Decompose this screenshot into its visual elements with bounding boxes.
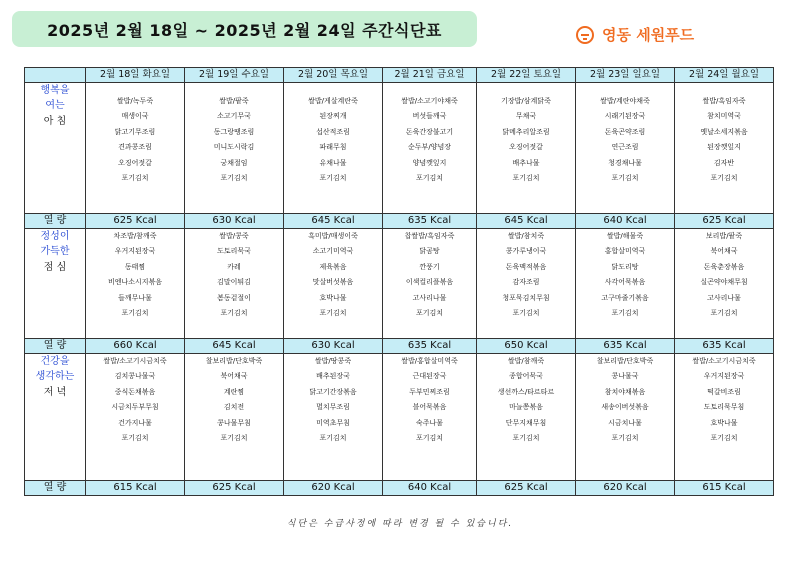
meal-label-line: 건강을 (40, 356, 70, 367)
menu-item: 닭곰탕 (419, 247, 440, 256)
menu-item: 이색컬리플볶음 (405, 278, 454, 287)
menu-item: 단무지채무침 (505, 418, 547, 427)
menu-item: 청경채나물 (608, 158, 642, 167)
menu-cell (86, 83, 185, 214)
day-header: 2월 20일 목요일 (284, 68, 383, 83)
menu-item: 포기김치 (415, 309, 444, 318)
menu-item: 동그랑땡조림 (213, 127, 255, 136)
meal-label-line: 저 녁 (43, 386, 67, 398)
meal-row (25, 354, 774, 481)
kcal-value: 640 Kcal (576, 214, 675, 229)
menu-cell (477, 229, 576, 339)
company-brand (576, 24, 694, 45)
menu-item: 콩나물국 (611, 372, 639, 381)
menu-item: 오징어젓갈 (118, 158, 152, 167)
menu-item: 오징어젓갈 (509, 143, 543, 152)
menu-item: 쌀밥/소고기시금치죽 (103, 357, 167, 365)
menu-item: 호박나물 (710, 418, 738, 427)
menu-item: 닭고기간장볶음 (309, 387, 357, 396)
menu-item: 포기김치 (512, 434, 540, 443)
menu-cell (284, 354, 383, 481)
menu-cell (284, 83, 383, 214)
menu-item: 포기김치 (512, 174, 540, 183)
menu-item: 쌀밥/소고기시금치죽 (692, 357, 756, 365)
menu-item: 쌀밥/홍합살미역죽 (401, 357, 458, 365)
menu-item: 청포묵김치무침 (502, 293, 550, 302)
menu-cell (383, 354, 477, 481)
menu-item: 쌀밥/땅콩죽 (314, 357, 352, 365)
kcal-value: 635 Kcal (383, 339, 477, 354)
menu-item: 포기김치 (121, 309, 149, 318)
menu-item: 포기김치 (611, 434, 639, 443)
menu-item: 보리밥/팥죽 (705, 232, 743, 240)
menu-item: 김자반 (713, 158, 735, 167)
menu-item: 돈육곤약조림 (604, 127, 646, 136)
menu-item: 계란찜 (223, 387, 245, 396)
menu-cell (576, 83, 675, 214)
menu-item: 무채국 (515, 112, 537, 121)
day-header: 2월 21일 금요일 (383, 68, 477, 83)
menu-item: 북어채국 (220, 372, 248, 381)
menu-item: 돈육간장불고기 (405, 127, 454, 136)
menu-item: 닭도리탕 (611, 262, 639, 271)
menu-item: 찹쌀밥/흑임자죽 (404, 232, 455, 240)
menu-cell (675, 354, 774, 481)
kcal-value: 615 Kcal (86, 481, 185, 496)
kcal-value: 645 Kcal (284, 214, 383, 229)
menu-item: 콩나물무침 (217, 418, 251, 427)
menu-item: 연근조림 (611, 143, 639, 152)
menu-cell (477, 354, 576, 481)
menu-item: 북어채국 (710, 247, 738, 256)
menu-item: 쌀밥/팥죽 (219, 97, 249, 105)
menu-item: 포기김치 (220, 174, 248, 183)
menu-item: 배추된장국 (316, 372, 350, 381)
menu-item: 참치미역국 (707, 112, 741, 121)
meal-label-line: 정성이 (40, 231, 70, 242)
menu-item: 봄동겉절이 (217, 293, 251, 302)
menu-item: 시래기된장국 (604, 112, 646, 121)
menu-item: 시금치나물 (608, 418, 642, 427)
menu-item: 포기김치 (319, 174, 347, 183)
kcal-value: 650 Kcal (477, 339, 576, 354)
menu-item: 도토리묵무침 (703, 403, 745, 412)
menu-cell (675, 83, 774, 214)
day-header: 2월 22일 토요일 (477, 68, 576, 83)
meal-label-line: 점 심 (43, 261, 67, 273)
menu-item: 소고기미역국 (312, 247, 354, 256)
menu-cell (284, 229, 383, 339)
menu-item: 포기김치 (220, 434, 248, 443)
meal-label-line: 여는 (45, 100, 65, 112)
menu-cell (86, 354, 185, 481)
menu-item: 포기김치 (415, 434, 444, 443)
menu-item: 쌀밥/흑임자죽 (702, 97, 746, 105)
kcal-value: 625 Kcal (477, 481, 576, 496)
weekly-menu-table (24, 67, 774, 496)
menu-item: 옛날소세지볶음 (700, 127, 748, 136)
meal-label-line: 가득한 (40, 246, 70, 258)
menu-item: 견과콩조림 (118, 143, 152, 152)
menu-item: 돈육맥적볶음 (505, 262, 547, 271)
header-corner (25, 68, 86, 83)
page-title: 2025년 2월 18일 ~ 2025년 2월 24일 주간식단표 (12, 11, 477, 47)
menu-item: 깐풍기 (419, 262, 440, 271)
menu-item: 건가지나물 (118, 418, 152, 427)
menu-item: 쌀밥/소고기야채죽 (401, 97, 458, 105)
menu-cell (185, 229, 284, 339)
kcal-value: 625 Kcal (86, 214, 185, 229)
menu-item: 된장깻잎지 (707, 143, 741, 152)
menu-item: 종합어묵국 (509, 372, 543, 381)
footer-note: 식단은 수급사정에 따라 변경 될 수 있습니다. (286, 519, 514, 529)
menu-item: 미역초무침 (316, 418, 350, 427)
menu-item: 고구마줄기볶음 (601, 293, 649, 302)
kcal-value: 635 Kcal (675, 339, 774, 354)
menu-cell (383, 83, 477, 214)
menu-item: 포기김치 (611, 174, 639, 183)
menu-item: 참치야채볶음 (604, 387, 646, 396)
menu-cell (576, 354, 675, 481)
menu-item: 감자조림 (512, 278, 540, 287)
kcal-value: 630 Kcal (185, 214, 284, 229)
menu-item: 소고기무국 (217, 112, 251, 121)
menu-item: 포기김치 (319, 434, 347, 443)
menu-item: 파래무침 (319, 143, 347, 152)
menu-cell (185, 83, 284, 214)
menu-item: 근대된장국 (412, 372, 447, 381)
kcal-row (25, 481, 774, 496)
menu-item: 배추나물 (512, 158, 540, 167)
menu-item: 된장찌개 (319, 112, 347, 121)
menu-cell (185, 354, 284, 481)
menu-item: 고사리나물 (707, 293, 741, 302)
menu-item: 매생이국 (121, 112, 149, 121)
meal-label-line: 생각하는 (35, 371, 75, 383)
meal-label (25, 354, 86, 481)
menu-item: 포기김치 (121, 174, 149, 183)
menu-item: 기장밥/삼계닭죽 (501, 97, 551, 105)
menu-item: 닭고기무조림 (114, 127, 156, 136)
meal-label-line: 아 침 (43, 115, 67, 127)
kcal-value: 635 Kcal (383, 214, 477, 229)
menu-item: 포기김치 (319, 309, 347, 318)
kcal-label: 열 량 (25, 481, 86, 496)
day-header: 2월 18일 화요일 (86, 68, 185, 83)
menu-item: 김치전 (223, 403, 245, 412)
day-header: 2월 23일 일요일 (576, 68, 675, 83)
menu-item: 쌀밥/콩죽 (219, 232, 249, 240)
menu-item: 양념깻잎지 (412, 158, 447, 167)
kcal-label: 열 량 (25, 339, 86, 354)
day-header-row (25, 68, 774, 83)
menu-item: 제육볶음 (319, 262, 347, 271)
menu-item: 찰보리밥/단호박죽 (205, 357, 263, 365)
kcal-value: 660 Kcal (86, 339, 185, 354)
kcal-value: 640 Kcal (383, 481, 477, 496)
menu-item: 쌀밥/해물죽 (606, 232, 644, 240)
menu-item: 홍합살미역국 (604, 247, 646, 256)
kcal-value: 625 Kcal (185, 481, 284, 496)
kcal-value: 625 Kcal (675, 214, 774, 229)
menu-item: 맛살버섯볶음 (312, 278, 354, 287)
menu-item: 포기김치 (710, 174, 738, 183)
menu-item: 우거지된장국 (703, 372, 745, 381)
menu-item: 호박나물 (319, 293, 347, 302)
menu-item: 쌀밥/계란야채죽 (600, 97, 650, 105)
menu-item: 실곤약야채무침 (700, 278, 748, 287)
kcal-value: 645 Kcal (185, 339, 284, 354)
meal-row (25, 229, 774, 339)
menu-item: 생선까스/타르타르 (497, 387, 555, 396)
menu-item: 포기김치 (220, 309, 248, 318)
menu-item: 쌀밥/참치죽 (507, 232, 545, 240)
menu-item: 포기김치 (121, 434, 149, 443)
day-header: 2월 19일 수요일 (185, 68, 284, 83)
meal-row (25, 83, 774, 214)
menu-item: 김치콩나물국 (114, 372, 156, 381)
kcal-value: 635 Kcal (576, 339, 675, 354)
day-header: 2월 24일 월요일 (675, 68, 774, 83)
menu-item: 돈육춘장볶음 (703, 262, 745, 271)
menu-item: 포기김치 (611, 309, 639, 318)
menu-item: 시금치두부무침 (111, 403, 159, 412)
menu-item: 찰보리밥/단호박죽 (596, 357, 654, 365)
menu-cell (383, 229, 477, 339)
menu-item: 미니도시락김 (213, 143, 255, 152)
menu-cell (576, 229, 675, 339)
kcal-row (25, 214, 774, 229)
meal-label (25, 83, 86, 214)
menu-item: 멸치무조림 (316, 403, 350, 412)
company-logo-icon (576, 26, 594, 44)
menu-item: 섭산적조림 (316, 127, 350, 136)
menu-item: 카레 (227, 262, 241, 271)
kcal-row (25, 339, 774, 354)
kcal-label: 열 량 (25, 214, 86, 229)
menu-item: 버섯들깨국 (412, 112, 447, 121)
meal-label-line: 행복을 (40, 85, 70, 96)
menu-item: 콩가루냉이국 (505, 247, 547, 256)
menu-item: 들깨무나물 (118, 293, 152, 302)
company-name: 영동 세원푸드 (602, 26, 695, 44)
menu-item: 고사리나물 (412, 293, 447, 302)
menu-item: 떡갈비조림 (707, 387, 741, 396)
kcal-value: 620 Kcal (576, 481, 675, 496)
menu-item: 마늘쫑볶음 (509, 403, 543, 412)
meal-label (25, 229, 86, 339)
menu-item: 새송이버섯볶음 (601, 403, 649, 412)
menu-item: 유채나물 (319, 158, 347, 167)
menu-item: 포기김치 (512, 309, 540, 318)
kcal-value: 645 Kcal (477, 214, 576, 229)
menu-item: 도토리묵국 (217, 247, 251, 256)
kcal-value: 630 Kcal (284, 339, 383, 354)
menu-item: 두부민찌조림 (409, 387, 450, 396)
menu-item: 비엔나소시지볶음 (107, 278, 163, 287)
menu-item: 포기김치 (415, 174, 444, 183)
menu-item: 순두부/양념장 (408, 143, 451, 152)
menu-item: 쌀밥/녹두죽 (116, 97, 154, 105)
menu-item: 사각어묵볶음 (604, 278, 646, 287)
menu-cell (86, 229, 185, 339)
menu-item: 쌀밥/게살계란죽 (308, 97, 358, 105)
kcal-value: 615 Kcal (675, 481, 774, 496)
menu-item: 포기김치 (710, 309, 738, 318)
menu-cell (675, 229, 774, 339)
menu-item: 닭메추리알조림 (502, 127, 550, 136)
menu-item: 중식돈채볶음 (114, 387, 156, 396)
menu-item: 동태찜 (124, 262, 146, 271)
menu-item: 김말이튀김 (217, 278, 251, 287)
menu-item: 블어묵볶음 (412, 403, 447, 412)
menu-item: 쌀밥/참깨죽 (507, 357, 545, 365)
kcal-value: 620 Kcal (284, 481, 383, 496)
menu-item: 차조밥/참깨죽 (113, 232, 157, 240)
menu-cell (477, 83, 576, 214)
menu-item: 궁채절임 (220, 158, 248, 167)
menu-item: 흑미밥/매생이죽 (308, 232, 358, 240)
menu-item: 우거지된장국 (114, 247, 156, 256)
menu-item: 숙주나물 (415, 418, 444, 427)
menu-item: 포기김치 (710, 434, 738, 443)
